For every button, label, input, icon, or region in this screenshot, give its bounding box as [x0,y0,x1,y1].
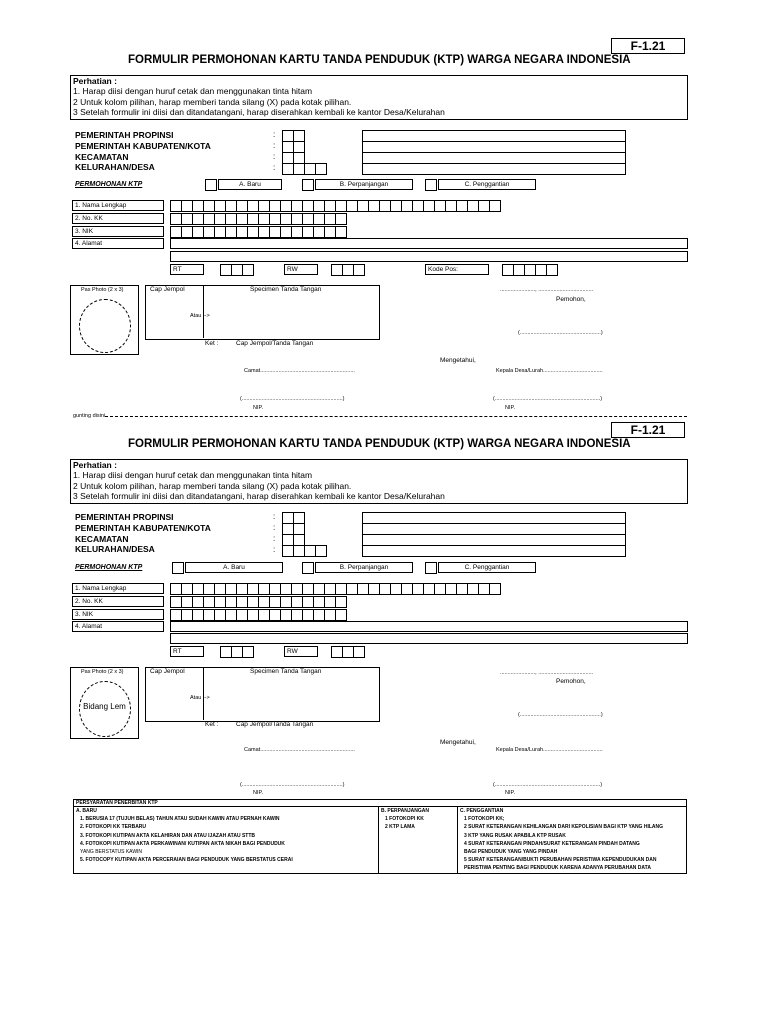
char-cell[interactable] [335,609,347,621]
camat-label: Camat.............................................................. [244,368,355,374]
pemohon-label: Pemohon, [556,678,586,685]
mengetahui-label: Mengetahui, [440,357,476,364]
perhatian-box [70,75,688,120]
option-baru-label: A. Baru [185,562,283,573]
region-label-kabupaten: PEMERINTAH KABUPATEN/KOTA [75,522,211,533]
region-label-propinsi: PEMERINTAH PROPINSI [75,512,174,522]
kepala-desa-name: (.....................................................................) [493,396,603,402]
requirement-item: 4 SURAT KETERANGAN PINDAH/SURAT KETERANGAN PINDAH DATANG [464,840,640,847]
kepala-desa-nip: NIP. [505,405,515,411]
region-label-kabupaten: PEMERINTAH KABUPATEN/KOTA [75,140,211,151]
pas-photo-label: Pas Photo (2 x 3) [81,287,124,293]
pas-photo-label: Pas Photo (2 x 3) [81,669,124,675]
permohonan-label: PERMOHONAN KTP [75,564,143,571]
signature-box[interactable] [145,667,380,722]
field-label-nama: 1. Nama Lengkap [72,583,164,594]
nik-cells[interactable] [170,226,346,238]
bidang-lem-label: Bidang Lem [83,702,126,711]
kk-cells[interactable] [170,596,346,608]
signature-divider [203,667,204,720]
char-cell[interactable] [489,200,501,212]
option-penggantian-label: C. Penggantian [438,562,536,573]
requirement-item: 3 KTP YANG RUSAK APABILA KTP RUSAK [464,832,566,839]
kepala-desa-label: Kepala Desa/Lurah....................................... [496,747,603,753]
kelurahan-name-field[interactable] [362,163,626,175]
requirement-item: 2 SURAT KETERANGAN KEHILANGAN DARI KEPOLISIAN BAGI KTP YANG HILANG [464,824,663,831]
region-label-kelurahan: KELURAHAN/DESA [75,544,155,555]
colon: : [273,512,276,521]
option-baru-label: A. Baru [218,179,282,190]
char-cell[interactable] [353,646,365,658]
perhatian-box [70,459,688,504]
place-date: ......................., .................................... [500,670,594,676]
option-perpanjangan-checkbox[interactable] [302,562,314,574]
option-penggantian-label: C. Penggantian [438,179,536,190]
camat-nip: NIP. [253,405,263,411]
field-label-alamat: 4. Alamat [72,621,164,632]
camat-name: (..................................................................) [240,396,345,402]
nama-cells[interactable] [170,583,500,595]
camat-name: (..................................................................) [240,782,345,788]
ket-text: Cap Jempol/Tanda Tangan [236,721,314,728]
pemohon-label: Pemohon, [556,296,586,303]
field-label-nik: 3. NIK [72,226,164,237]
cap-jempol-label: Cap Jempol [150,286,185,293]
photo-oval [79,299,131,353]
field-label-nik: 3. NIK [72,609,164,620]
form-title: FORMULIR PERMOHONAN KARTU TANDA PENDUDUK (KTP) WARGA NEGARA INDONESIA [128,438,631,450]
requirements-a [74,807,379,874]
requirement-item: 2. FOTOKOPI KK TERBARU [80,824,147,831]
char-cell[interactable] [242,264,254,276]
pemohon-name: (.....................................................) [518,712,603,718]
rw-cells[interactable] [331,264,364,276]
requirement-item: 4. FOTOKOPI KUTIPAN AKTA PERKAWINAN/ KUTIPAN AKTA NIKAH BAGI PENDUDUK [80,840,285,847]
alamat-line-1[interactable] [170,238,688,249]
perhatian-heading: Perhatian : [73,460,117,470]
colon: : [273,523,276,532]
rt-cells[interactable] [220,646,253,658]
option-baru-checkbox[interactable] [172,562,184,574]
nik-cells[interactable] [170,609,346,621]
permohonan-label: PERMOHONAN KTP [75,181,143,188]
colon: : [273,545,276,554]
perhatian-line: 2 Untuk kolom pilihan, harap memberi tanda silang (X) pada kotak pilihan. [73,96,352,107]
ket-label: Ket : [205,721,219,728]
cap-jempol-label: Cap Jempol [150,668,185,675]
requirements-a-title: A. BARU [76,808,97,814]
requirement-item: 1 FOTOKOPI KK [385,816,424,823]
region-labels [75,130,211,173]
rw-cells[interactable] [331,646,364,658]
form-code: F-1.21 [611,422,685,438]
requirement-item: PERISTIWA PENTING BAGI PENDUDUK KARENA ADANYA PERUBAHAN DATA [464,865,651,872]
char-cell[interactable] [335,596,347,608]
requirements-table [73,799,687,874]
requirement-item: 1. BERUSIA 17 (TUJUH BELAS) TAHUN ATAU SUDAH KAWIN ATAU PERNAH KAWIN [80,816,280,823]
atau-label: Atau --> [190,313,210,319]
char-cell[interactable] [335,226,347,238]
field-label-kk: 2. No. KK [72,213,164,224]
ket-label: Ket : [205,340,219,347]
requirement-item: 5. FOTOCOPY KUTIPAN AKTA PERCERAIAN BAGI PENDUDUK YANG BERSTATUS CERAI [80,857,293,864]
mengetahui-label: Mengetahui, [440,739,476,746]
requirement-item: 3. FOTOKOPI KUTIPAN AKTA KELAHIRAN DAN ATAU IJAZAH ATAU STTB [80,832,255,839]
place-date: ......................., .................................... [500,287,594,293]
requirements-b-title: B. PERPANJANGAN [381,808,429,814]
char-cell[interactable] [353,264,365,276]
cut-label: gunting disini [73,413,106,419]
requirements-b [379,807,458,874]
colon: : [273,141,276,150]
kelurahan-code-cells[interactable] [282,545,326,557]
perhatian-heading: Perhatian : [73,76,117,86]
signature-box[interactable] [145,285,380,340]
kepala-desa-nip: NIP. [505,790,515,796]
rw-label: RW [284,646,318,657]
alamat-line-2[interactable] [170,633,688,644]
region-label-kelurahan: KELURAHAN/DESA [75,162,155,173]
region-label-kecamatan: KECAMATAN [75,533,129,544]
option-baru-checkbox[interactable] [205,179,217,191]
option-penggantian-checkbox[interactable] [425,179,437,191]
char-cell[interactable] [489,583,501,595]
kepala-desa-name: (.....................................................................) [493,782,603,788]
colon: : [273,534,276,543]
alamat-line-1[interactable] [170,621,688,632]
requirement-item: 2 KTP LAMA [385,824,415,831]
specimen-label: Specimen Tanda Tangan [250,668,322,675]
specimen-label: Specimen Tanda Tangan [250,286,322,293]
option-perpanjangan-label: B. Perpanjangan [315,562,413,573]
perhatian-line: 1. Harap diisi dengan huruf cetak dan menggunakan tinta hitam [73,86,313,96]
rw-label: RW [284,264,318,275]
option-perpanjangan-label: B. Perpanjangan [315,179,413,190]
perhatian-line: 3 Setelah formulir ini diisi dan ditandatangani, harap diserahkan kembali ke kantor Desa/Kelurahan [73,491,445,501]
requirement-item: 5 SURAT KETERANGAN/BUKTI PERUBAHAN PERISTIWA KEPENDUDUKAN DAN [464,857,657,864]
field-label-alamat: 4. Alamat [72,238,164,249]
nama-cells[interactable] [170,200,500,212]
rt-label: RT [170,264,204,275]
form-title: FORMULIR PERMOHONAN KARTU TANDA PENDUDUK (KTP) WARGA NEGARA INDONESIA [128,54,631,66]
char-cell[interactable] [242,646,254,658]
kk-cells[interactable] [170,213,346,225]
requirements-heading: PERSYARATAN PENERBITAN KTP [74,800,687,807]
pemohon-name: (.....................................................) [518,330,603,336]
requirement-item: 1 FOTOKOPI KK; [464,816,505,823]
kepala-desa-label: Kepala Desa/Lurah....................................... [496,368,603,374]
ket-text: Cap Jempol/Tanda Tangan [236,340,314,347]
char-cell[interactable] [546,264,558,276]
requirement-item: YANG BERSTATUS KAWIN [80,849,143,856]
camat-label: Camat.............................................................. [244,747,355,753]
region-labels [75,512,211,555]
requirements-c [458,807,687,874]
requirement-item: BAGI PENDUDUK YANG YANG PINDAH [464,849,558,856]
kelurahan-name-field[interactable] [362,545,626,557]
kelurahan-code-cells[interactable] [282,163,326,175]
colon: : [273,152,276,161]
perhatian-line: 2 Untuk kolom pilihan, harap memberi tanda silang (X) pada kotak pilihan. [73,480,352,491]
rt-label: RT [170,646,204,657]
form-code: F-1.21 [611,38,685,54]
cut-line [105,416,687,417]
field-label-nama: 1. Nama Lengkap [72,200,164,211]
field-label-kk: 2. No. KK [72,596,164,607]
kode-pos-cells[interactable] [502,264,557,276]
requirements-c-title: C. PENGGANTIAN [460,808,504,814]
pas-photo-box [70,667,139,739]
region-label-propinsi: PEMERINTAH PROPINSI [75,130,174,140]
atau-label: Atau --> [190,695,210,701]
region-label-kecamatan: KECAMATAN [75,151,129,162]
camat-nip: NIP. [253,790,263,796]
signature-divider [203,285,204,338]
rt-cells[interactable] [220,264,253,276]
colon: : [273,163,276,172]
perhatian-line: 1. Harap diisi dengan huruf cetak dan menggunakan tinta hitam [73,470,313,480]
perhatian-line: 3 Setelah formulir ini diisi dan ditandatangani, harap diserahkan kembali ke kantor Desa/Kelurahan [73,107,445,117]
alamat-line-2[interactable] [170,251,688,262]
option-perpanjangan-checkbox[interactable] [302,179,314,191]
char-cell[interactable] [335,213,347,225]
colon: : [273,130,276,139]
pas-photo-box [70,285,139,355]
option-penggantian-checkbox[interactable] [425,562,437,574]
kode-pos-label: Kode Pos: [425,264,489,275]
